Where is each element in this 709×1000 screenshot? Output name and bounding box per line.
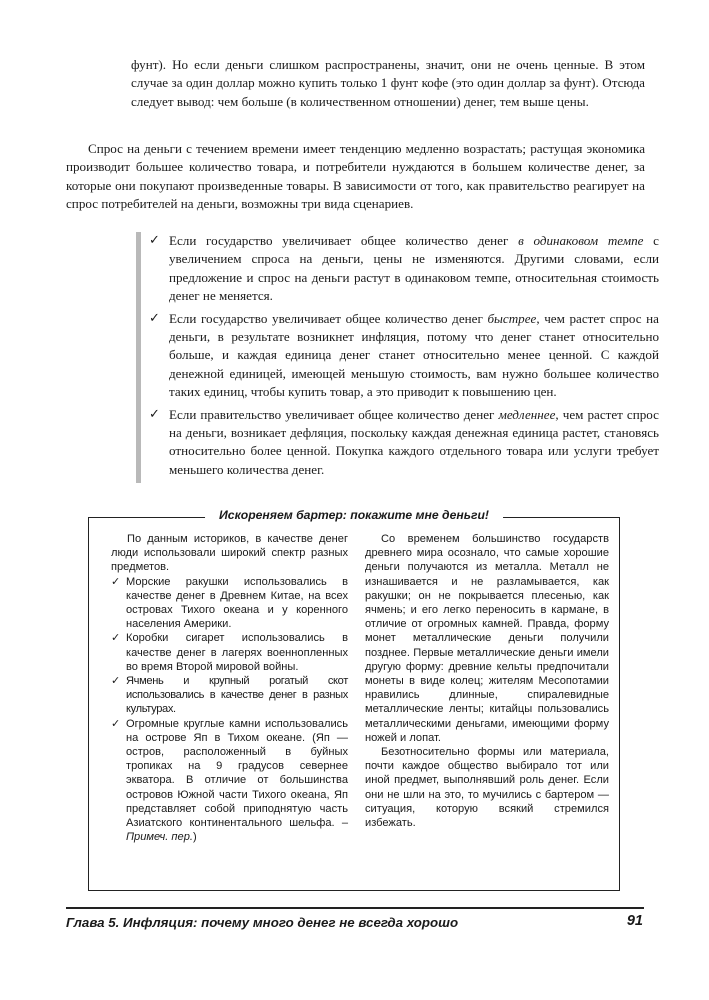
scenario-checklist [136, 232, 659, 483]
translator-note: Примеч. пер. [126, 831, 193, 844]
item-text: , чем растет спрос на деньги, в результате возникнет инфляция, потому что денег станет относительно больше, и каждая единица денег станет относительно менее ценной. С каждой денежной единицей, имеющей меньшую стоимость, вам нужно большее количество таких единиц, чтобы купить товар, а это приводит к повышению цен. [169, 310, 659, 400]
checkmark-icon: ✓ [149, 233, 160, 248]
checkmark-icon: ✓ [149, 310, 160, 326]
item-text: Огромные круглые камни использовались на острове Яп в Тихом океане. (Яп — остров, расположенный в буйных тропиках на 9 градусов севернее экватора. В отличие от большинства островов Южной части Тихого океана, Яп представляет собой приподнятую часть Азиатского континентального шельфа. – [126, 717, 348, 830]
page-number: 91 [626, 913, 643, 929]
sidebar-title: Искореняем бартер: покажите мне деньги! [205, 508, 503, 522]
item-emphasis: быстрее [487, 310, 537, 326]
list-item [111, 717, 348, 845]
footer-divider [66, 907, 644, 909]
item-text: Если правительство увеличивает общее количество денег [169, 406, 499, 422]
item-emphasis: в одинаковом темпе [518, 233, 644, 248]
item-text: , чем растет спрос на деньги, возникает дефляция, поскольку каждая денежная единица растет, становясь относительно более ценной. Покупка каждого отдельного товара или услуги требует меньшего количества денег. [169, 406, 659, 477]
checkmark-icon: ✓ [111, 574, 121, 588]
checkmark-icon: ✓ [149, 406, 160, 422]
list-item [149, 406, 659, 480]
checkmark-icon: ✓ [111, 674, 120, 688]
item-text: Коробки сигарет использовались в качестве денег в лагерях военнопленных во время Второй мировой войны. [126, 632, 348, 673]
chapter-title: Глава 5. Инфляция: почему много денег не всегда хорошо [66, 915, 459, 930]
main-paragraph: Спрос на деньги с течением времени имеет тенденцию медленно возрастать; растущая экономика производит большее количество товара, и потребители нуждаются в большем количестве денег, за которые они покупают произведенные товары. В зависимости от того, как правительство реагирует на спрос потребителей на деньги, возможны три вида сценариев. [66, 141, 645, 212]
sidebar-list [111, 575, 348, 845]
checkmark-icon: ✓ [111, 716, 121, 730]
sidebar-left-column [111, 532, 348, 844]
sidebar-paragraph: Со временем большинство государств древнего мира осознало, что самые хорошие деньги получаются из металла. Металл не изнашивается и не разламывается, как ракушки; он не покрывается плесенью, как ячмень; и его легко переносить в кармане, в отличие от огромных камней. Правда, форму монет металлические деньги получили позднее. Первые металлические деньги имели другую форму: древние кельты предпочитали монеты в виде колец; жителям Месопотамии нравились длинные, спиралевидные металлические ленты; китайцы пользовались металлическими деньгами, имеющими форму ножей и лопат. [365, 533, 609, 744]
item-text: ) [192, 831, 197, 844]
continuation-paragraph: фунт). Но если деньги слишком распространены, значит, они не очень ценные. В этом случае за один доллар можно купить только 1 фунт кофе (это один доллар за фунт). Отсюда следует вывод: чем больше (в количественном отношении) денег, тем выше цены. [131, 57, 645, 109]
item-text: Если государство увеличивает общее количество денег [169, 233, 519, 248]
item-text: с увеличением спроса на деньги, цены не изменяются. Другими словами, если предложение и спрос на деньги растут в одинаковом темпе, относительная стоимость денег не меняется. [169, 233, 659, 304]
list-item [111, 575, 348, 632]
list-item [111, 674, 348, 717]
sidebar-paragraph: Безотносительно формы или материала, почти каждое общество выбирало тот или иной предмет, выполнявший роль денег. Если они не шли на это, то мучились с бартером — ситуация, которую всякий стремился избежать. [365, 746, 609, 830]
sidebar-box [88, 508, 620, 891]
item-text: Морские ракушки использовались в качестве денег в Древнем Китае, на всех островах Тихого океана и у коренного населения Америки. [126, 575, 348, 631]
list-item [111, 631, 348, 674]
list-item [149, 310, 659, 402]
list-item [149, 232, 659, 306]
sidebar-intro: По данным историков, в качестве денег люди использовали широкий спектр разных предметов. [111, 533, 348, 574]
item-text: Ячмень и крупный рогатый скот использовались в качестве денег в разных культурах. [126, 675, 348, 716]
checkmark-icon: ✓ [111, 631, 121, 645]
item-emphasis: медленнее [498, 406, 556, 422]
item-text: Если государство увеличивает общее количество денег [169, 310, 488, 326]
sidebar-right-column [365, 532, 609, 830]
